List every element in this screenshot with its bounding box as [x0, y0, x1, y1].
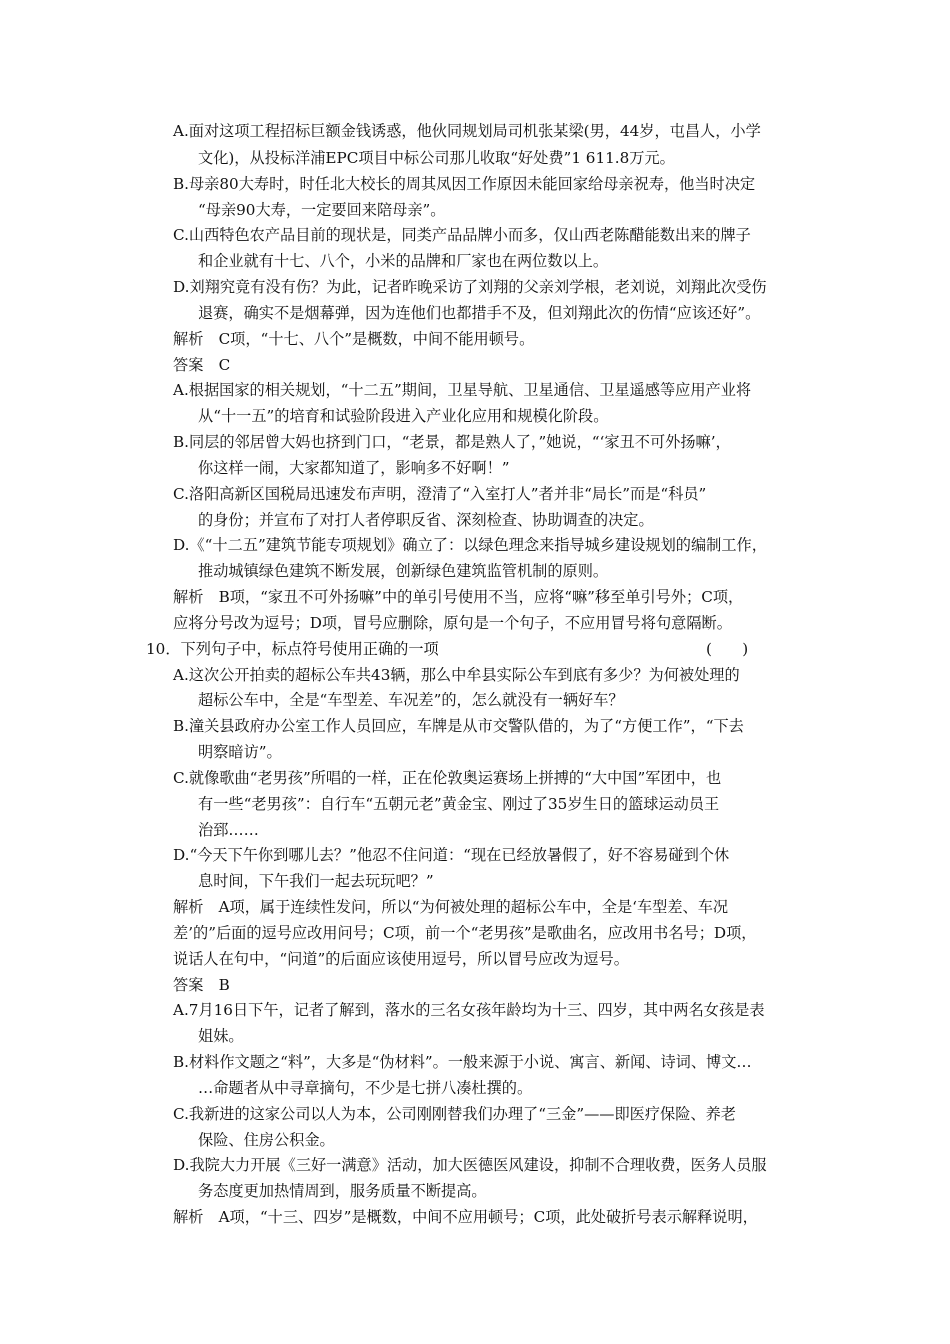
option-line: A.根据国家的相关规划，“十二五”期间，卫星导航、卫星通信、卫星遥感等应用产业将 [173, 381, 752, 399]
option-line-cont: “母亲90大寿，一定要回来陪母亲”。 [198, 201, 446, 219]
option-line: B.母亲80大寿时，时任北大校长的周其凤因工作原因未能回家给母亲祝寿，他当时决定 [173, 175, 756, 193]
analysis-line: 解析 A项，“十三、四岁”是概数，中间不应用顿号；C项，此处破折号表示解释说明， [173, 1208, 758, 1226]
option-line-cont: 姐妹。 [198, 1027, 244, 1045]
option-line-cont: 的身份；并宣布了对打人者停职反省、深刻检查、协助调查的决定。 [198, 511, 654, 529]
option-line-cont: 和企业就有十七、八个，小米的品牌和厂家也在两位数以上。 [198, 252, 609, 270]
option-line-cont: 明察暗访”。 [198, 743, 282, 761]
analysis-line-cont: 差’的”后面的逗号应改用问号；C项，前一个“老男孩”是歌曲名，应改用书名号；D项， [173, 924, 757, 942]
option-line: D.我院大力开展《三好一满意》活动，加大医德医风建设，抑制不合理收费，医务人员服 [173, 1156, 767, 1174]
analysis-line: 解析 A项，属于连续性发问，所以“为何被处理的超标公车中，全是‘车型差、车况 [173, 898, 729, 916]
option-line-cont: 从“十一五”的培育和试验阶段进入产业化应用和规模化阶段。 [198, 407, 609, 425]
option-line: B.材料作文题之“料”，大多是“伪材料”。一般来源于小说、寓言、新闻、诗词、博文… [173, 1053, 752, 1071]
option-line-cont: 超标公车中，全是“车型差、车况差”的，怎么就没有一辆好车？ [198, 691, 624, 709]
option-line-cont: 保险、住房公积金。 [198, 1131, 335, 1149]
option-line: C.我新进的这家公司以人为本，公司刚刚替我们办理了“三金”——即医疗保险、养老 [173, 1105, 736, 1123]
option-line: A.这次公开拍卖的超标公车共43辆，那么中牟县实际公车到底有多少？为何被处理的 [173, 666, 740, 684]
option-line-cont: …命题者从中寻章摘句，不少是七拼八凑杜撰的。 [198, 1079, 533, 1097]
option-line-cont: 你这样一闹，大家都知道了，影响多不好啊！” [198, 459, 510, 477]
answer-line: 答案 B [173, 976, 230, 994]
answer-line: 答案 C [173, 356, 231, 374]
option-line-cont: 有一些“老男孩”：自行车“五朝元老”黄金宝、刚过了35岁生日的篮球运动员王 [198, 795, 720, 813]
option-line: C.山西特色农产品目前的现状是，同类产品品牌小而多，仅山西老陈醋能数出来的牌子 [173, 226, 751, 244]
option-line-cont: 推动城镇绿色建筑不断发展，创新绿色建筑监管机制的原则。 [198, 562, 609, 580]
analysis-line-cont: 应将分号改为逗号；D项，冒号应删除，原句是一个句子，不应用冒号将句意隔断。 [173, 614, 732, 632]
option-line: A.面对这项工程招标巨额金钱诱惑，他伙同规划局司机张某梁(男，44岁，屯昌人，小学 [173, 122, 761, 140]
answer-bracket: ( ) [706, 640, 749, 658]
option-line: B.同层的邻居曾大妈也挤到门口，“老景，都是熟人了，”她说，“‘家丑不可外扬嘛’， [173, 433, 731, 451]
option-line: C.洛阳高新区国税局迅速发布声明，澄清了“入室打人”者并非“局长”而是“科员” [173, 485, 707, 503]
option-line-cont: 务态度更加热情周到，服务质量不断提高。 [198, 1182, 487, 1200]
option-line: D.刘翔究竟有没有伤？为此，记者昨晚采访了刘翔的父亲刘学根，老刘说，刘翔此次受伤 [173, 278, 767, 296]
question-10-stem: 10．下列句子中，标点符号使用正确的一项 [146, 640, 439, 658]
option-line: D.《“十二五”建筑节能专项规划》确立了：以绿色理念来指导城乡建设规划的编制工作， [173, 536, 767, 554]
option-line: B.潼关县政府办公室工作人员回应，车牌是从市交警队借的，为了“方便工作”，“下去 [173, 717, 744, 735]
analysis-line: 解析 B项，“家丑不可外扬嘛”中的单引号使用不当，应将“嘛”移至单引号外；C项， [173, 588, 744, 606]
option-line-cont: 治郅…… [198, 821, 259, 839]
option-line-cont: 退赛，确实不是烟幕弹，因为连他们也都措手不及，但刘翔此次的伤情“应该还好”。 [198, 304, 761, 322]
option-line: C.就像歌曲“老男孩”所唱的一样，正在伦敦奥运赛场上拼搏的“大中国”军团中，也 [173, 769, 722, 787]
option-line-cont: 息时间，下午我们一起去玩玩吧？” [198, 872, 434, 890]
option-line: A.7月16日下午，记者了解到，落水的三名女孩年龄均为十三、四岁，其中两名女孩是表 [173, 1001, 765, 1019]
option-line-cont: 文化)，从投标洋浦EPC项目中标公司那儿收取“好处费”1 611.8万元。 [198, 149, 675, 167]
option-line: D.“今天下午你到哪儿去？”他忍不住问道：“现在已经放暑假了，好不容易碰到个休 [173, 846, 730, 864]
analysis-line: 解析 C项，“十七、八个”是概数，中间不能用顿号。 [173, 330, 535, 348]
analysis-line-cont: 说话人在句中，“问道”的后面应该使用逗号，所以冒号应改为逗号。 [173, 950, 629, 968]
